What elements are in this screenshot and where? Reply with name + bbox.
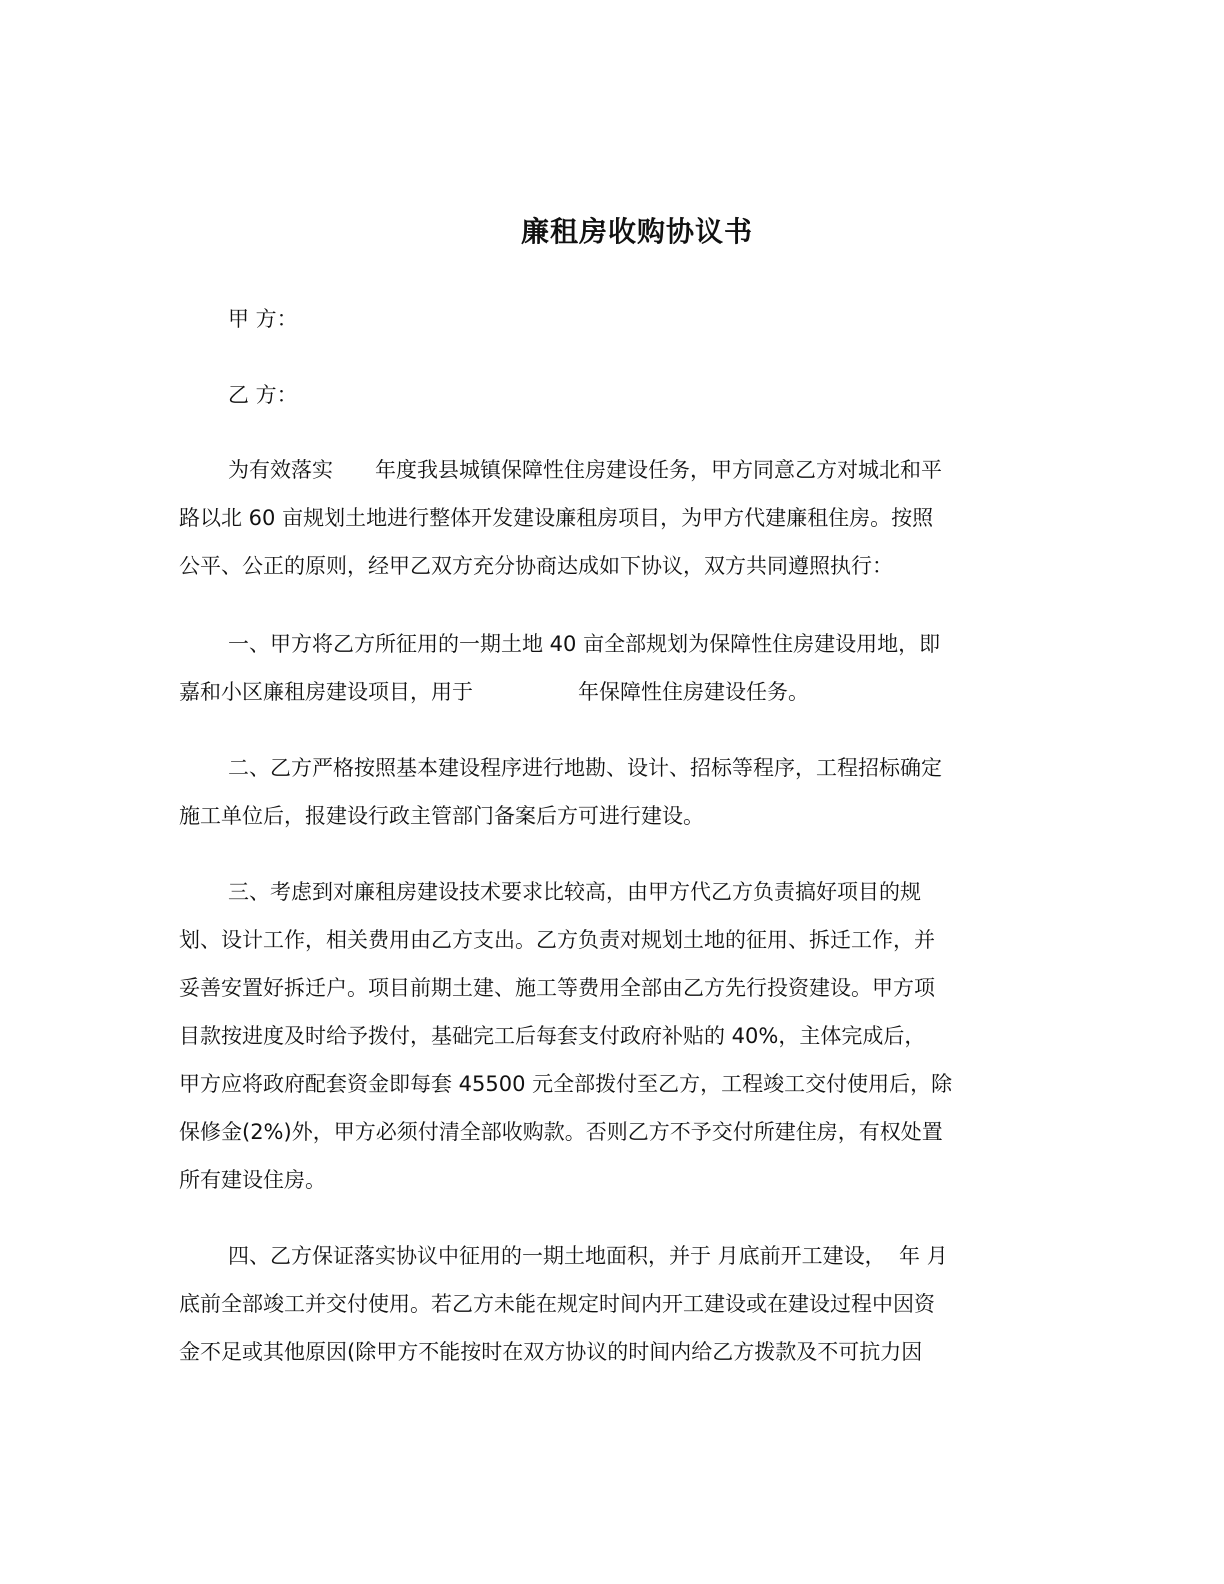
paragraph-line: 一、甲方将乙方所征用的一期土地 40 亩全部规划为保障性住房建设用地，即 xyxy=(228,632,941,656)
paragraph-line: 金不足或其他原因(除甲方不能按时在双方协议的时间内给乙方拨款及不可抗力因 xyxy=(179,1340,923,1364)
paragraph-clause-4 xyxy=(179,1232,1039,1376)
paragraph-line: 嘉和小区廉租房建设项目，用于 年保障性住房建设任务。 xyxy=(179,680,809,704)
paragraph-line: 底前全部竣工并交付使用。若乙方未能在规定时间内开工建设或在建设过程中因资 xyxy=(179,1292,935,1316)
paragraph-line: 四、乙方保证落实协议中征用的一期土地面积，并于 月底前开工建设， 年 月 xyxy=(228,1244,948,1268)
paragraph-line: 甲方应将政府配套资金即每套 45500 元全部拨付至乙方，工程竣工交付使用后，除 xyxy=(179,1072,953,1096)
paragraph-clause-1 xyxy=(179,620,1039,716)
paragraph-line: 妥善安置好拆迁户。项目前期土建、施工等费用全部由乙方先行投资建设。甲方项 xyxy=(179,976,935,1000)
paragraph-clause-2 xyxy=(179,744,1039,840)
paragraph-line: 二、乙方严格按照基本建设程序进行地勘、设计、招标等程序，工程招标确定 xyxy=(228,756,942,780)
paragraph-line: 公平、公正的原则，经甲乙双方充分协商达成如下协议，双方共同遵照执行： xyxy=(179,554,893,578)
party-a-label: 甲 方： xyxy=(228,307,298,331)
paragraph-line: 划、设计工作，相关费用由乙方支出。乙方负责对规划土地的征用、拆迁工作，并 xyxy=(179,928,935,952)
paragraph-line: 为有效落实 年度我县城镇保障性住房建设任务，甲方同意乙方对城北和平 xyxy=(228,458,942,482)
paragraph-clause-3 xyxy=(179,868,1039,1204)
document-title: 廉租房收购协议书 xyxy=(520,215,753,248)
party-b-label: 乙 方： xyxy=(228,383,298,407)
paragraph-line: 保修金(2%)外，甲方必须付清全部收购款。否则乙方不予交付所建住房，有权处置 xyxy=(179,1120,943,1144)
paragraph-line: 施工单位后，报建设行政主管部门备案后方可进行建设。 xyxy=(179,804,704,828)
paragraph-line: 所有建设住房。 xyxy=(179,1168,326,1192)
paragraph-line: 三、考虑到对廉租房建设技术要求比较高，由甲方代乙方负责搞好项目的规 xyxy=(228,880,921,904)
paragraph-line: 目款按进度及时给予拨付，基础完工后每套支付政府补贴的 40%，主体完成后， xyxy=(179,1024,926,1048)
paragraph-line: 路以北 60 亩规划土地进行整体开发建设廉租房项目，为甲方代建廉租住房。按照 xyxy=(179,506,934,530)
paragraph-intro xyxy=(179,446,1039,590)
